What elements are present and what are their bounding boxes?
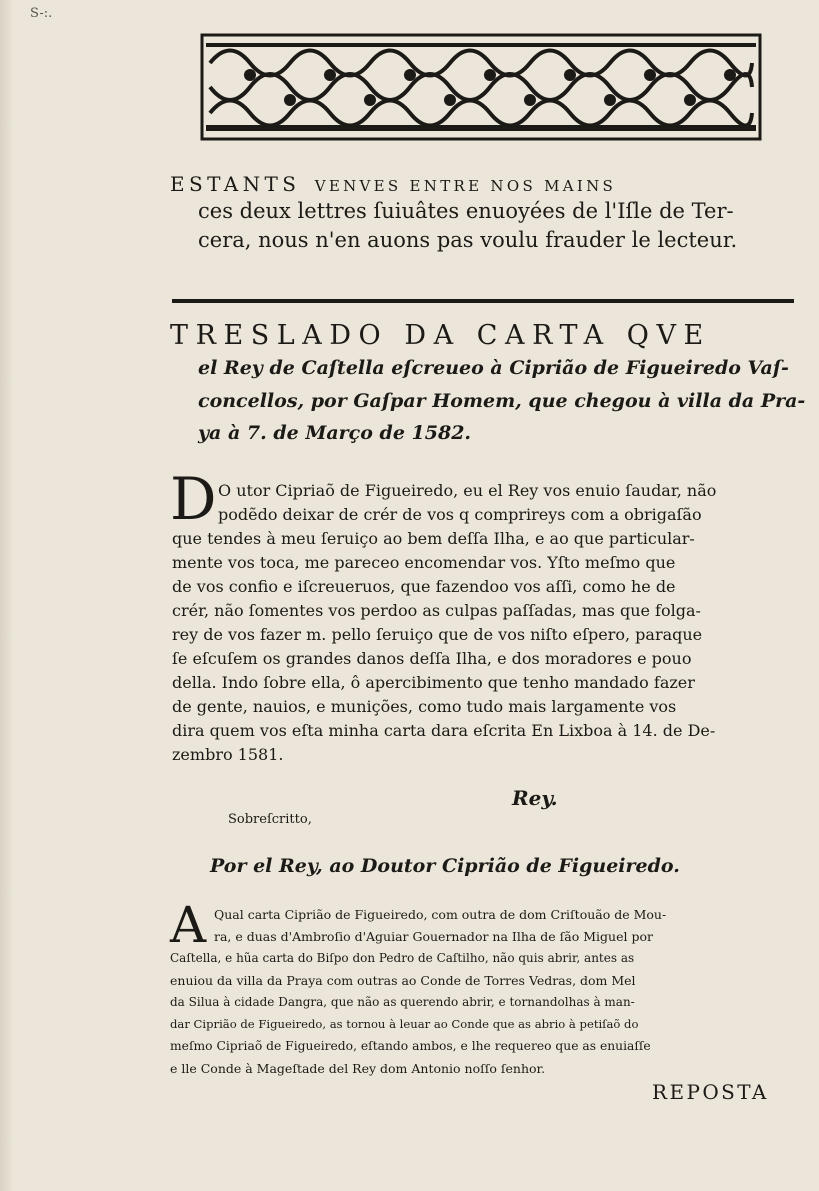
letter-line: zembro 1581. xyxy=(172,745,284,764)
heading-line-4: ya à 7. de Março de 1582. xyxy=(198,422,472,444)
headpiece-ornament xyxy=(200,33,762,141)
heading-title: TRESLADO DA CARTA QVE xyxy=(170,320,711,351)
letter-line: O utor Cipriaõ de Figueiredo, eu el Rey vos enuio ſaudar, não xyxy=(218,481,717,500)
intro-first-word: ESTANTS xyxy=(170,172,301,196)
letter-dropcap: D xyxy=(170,465,217,533)
letter-signature: Rey. xyxy=(512,786,558,810)
note-line: ra, e duas d'Ambroſio d'Aguiar Gouernador na Ilha de ſão Miguel por xyxy=(214,929,653,944)
intro-line-1 xyxy=(170,172,616,196)
horizontal-rule xyxy=(172,296,794,306)
note-line: Caſtella, e hũa carta do Biſpo don Pedro de Caſtilho, não quis abrir, antes as xyxy=(170,951,635,965)
note-dropcap: A xyxy=(170,896,207,954)
note-line: da Silua à cidade Dangra, que não as querendo abrir, e tornandolhas à man- xyxy=(170,995,635,1009)
letter-line: podẽdo deixar de crér de vos q comprireys com a obrigaſão xyxy=(218,505,702,524)
letter-address: Por el Rey, ao Doutor Ciprião de Figueiredo. xyxy=(210,855,680,877)
intro-line-1-rest: VENVES ENTRE NOS MAINS xyxy=(314,177,617,195)
heading-line-2: el Rey de Caſtella eſcreueo à Ciprião de Figueiredo Vaſ- xyxy=(198,357,789,379)
intro-line-2: ces deux lettres ſuiuâtes enuoyées de l'Iſle de Ter- xyxy=(198,199,734,223)
note-line: enuiou da villa da Praya com outras ao Conde de Torres Vedras, dom Mel xyxy=(170,973,636,988)
corner-mark: S-:. xyxy=(30,6,53,21)
intro-line-3: cera, nous n'en auons pas voulu frauder le lecteur. xyxy=(198,228,738,252)
letter-line: dira quem vos eſta minha carta dara eſcrita En Lixboa à 14. de De- xyxy=(172,721,716,740)
letter-line: mente vos toca, me pareceo encomendar vos. Yſto meſmo que xyxy=(172,553,676,572)
letter-line: que tendes à meu ſeruiço ao bem deſſa Ilha, e ao que particular- xyxy=(172,529,695,548)
note-line: e lle Conde à Mageſtade del Rey dom Antonio noſſo ſenhor. xyxy=(170,1061,546,1076)
catchword: REPOSTA xyxy=(652,1080,769,1104)
letter-line: della. Indo ſobre ella, ô apercibimento que tenho mandado fazer xyxy=(172,673,695,692)
note-line: meſmo Cipriaõ de Figueiredo, eſtando ambos, e lhe requereo que as enuiaſſe xyxy=(170,1039,651,1053)
letter-line: de gente, nauios, e munições, como tudo mais largamente vos xyxy=(172,697,677,716)
superscription-label: Sobreſcritto, xyxy=(228,812,312,827)
page-edge-shadow xyxy=(0,0,14,1191)
note-line: dar Ciprião de Figueiredo, as tornou à leuar ao Conde que as abrio à petiſaõ do xyxy=(170,1017,639,1031)
letter-line: rey de vos fazer m. pello ſeruiço que de vos niſto eſpero, paraque xyxy=(172,625,703,644)
letter-line: ſe eſcuſem os grandes danos deſſa Ilha, e dos moradores e pouo xyxy=(172,649,692,668)
letter-line: de vos confio e iſcreueruos, que fazendoo vos aſſi, como he de xyxy=(172,577,676,596)
heading-line-3: concellos, por Gaſpar Homem, que chegou à villa da Pra- xyxy=(198,390,806,412)
note-line: Qual carta Ciprião de Figueiredo, com outra de dom Criſtouão de Mou- xyxy=(214,907,667,922)
letter-line: crér, não ſomentes vos perdoo as culpas paſſadas, mas que folga- xyxy=(172,601,701,620)
